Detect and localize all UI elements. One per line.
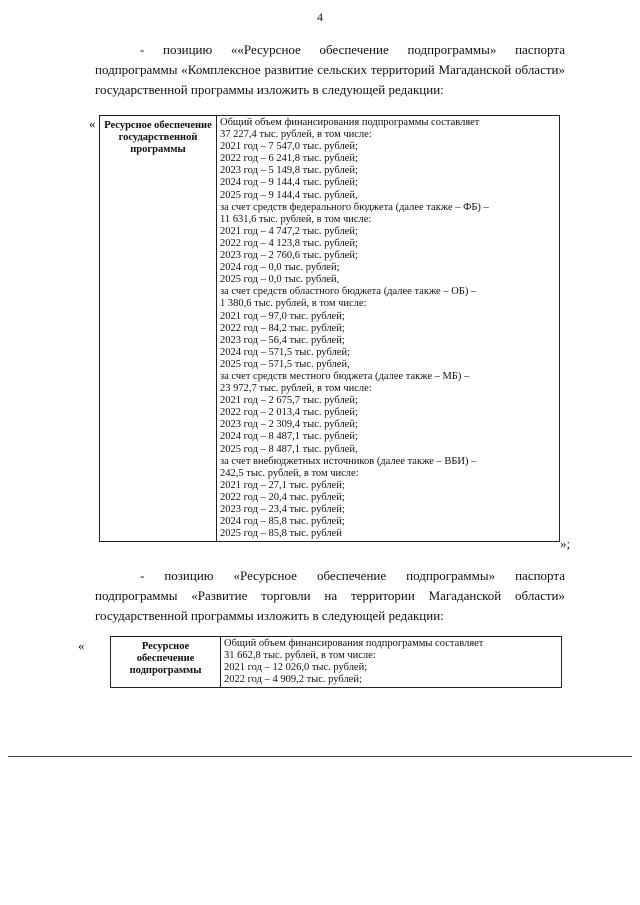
funding-line: 2021 год – 2 675,7 тыс. рублей; <box>220 395 358 407</box>
funding-lines <box>220 117 556 540</box>
paragraph-resource-trade <box>95 566 565 626</box>
table-header-cell: Ресурсное обеспечение подпрограммы <box>111 637 221 688</box>
table-content-cell <box>221 637 562 688</box>
paragraph-resource-rural <box>95 40 565 100</box>
passport-table-rural <box>99 115 560 542</box>
funding-line: 1 380,6 тыс. рублей, в том числе: <box>220 298 367 310</box>
funding-line: 2023 год – 23,4 тыс. рублей; <box>220 504 345 515</box>
footer-divider <box>8 756 632 757</box>
funding-line: 2022 год – 6 241,8 тыс. рублей; <box>220 153 358 165</box>
funding-line: 2021 год – 7 547,0 тыс. рублей; <box>220 141 358 153</box>
funding-line: за счет средств областного бюджета (далее также – ОБ) – <box>220 286 477 298</box>
funding-line: 2025 год – 8 487,1 тыс. рублей, <box>220 443 358 455</box>
passport-table-trade <box>110 636 562 688</box>
funding-line: 242,5 тыс. рублей, в том числе: <box>220 467 359 479</box>
funding-line: 2024 год – 571,5 тыс. рублей; <box>220 346 351 358</box>
funding-line: за счет средств местного бюджета (далее также – МБ) – <box>220 370 470 382</box>
paragraph-text: - позицию «Ресурсное обеспечение подпрограммы» паспорта подпрограммы «Развитие торговли на территории Магаданской области» государственной программы изложить в следующей редакции: <box>95 568 565 623</box>
funding-line: 2021 год – 97,0 тыс. рублей; <box>220 310 345 322</box>
funding-line: 2025 год – 571,5 тыс. рублей, <box>220 358 350 370</box>
funding-line: 2023 год – 56,4 тыс. рублей; <box>220 334 345 346</box>
funding-line: Общий объем финансирования подпрограммы составляет <box>224 638 484 649</box>
funding-line: 2025 год – 9 144,4 тыс. рублей, <box>220 189 358 201</box>
funding-line: 37 227,4 тыс. рублей, в том числе: <box>220 129 372 141</box>
funding-line: 2022 год – 2 013,4 тыс. рублей; <box>220 407 358 419</box>
funding-line: 31 662,8 тыс. рублей, в том числе: <box>224 650 376 662</box>
funding-line: за счет средств федерального бюджета (далее также – ФБ) – <box>220 201 489 213</box>
funding-line: 2021 год – 27,1 тыс. рублей; <box>220 479 345 491</box>
funding-line: 2021 год – 4 747,2 тыс. рублей; <box>220 225 358 237</box>
funding-line: 23 972,7 тыс. рублей, в том числе: <box>220 383 372 395</box>
funding-line: за счет внебюджетных источников (далее также – ВБИ) – <box>220 455 477 467</box>
funding-line: 2025 год – 0,0 тыс. рублей, <box>220 274 340 286</box>
funding-line: 2022 год – 20,4 тыс. рублей; <box>220 491 345 503</box>
funding-line: 2024 год – 9 144,4 тыс. рублей; <box>220 177 358 189</box>
funding-line: 2023 год – 2 309,4 тыс. рублей; <box>220 419 358 431</box>
funding-line: 11 631,6 тыс. рублей, в том числе: <box>220 213 372 225</box>
open-quote: « <box>78 638 85 653</box>
paragraph-text: - позицию ««Ресурсное обеспечение подпрограммы» паспорта подпрограммы «Комплексное развитие сельских территорий Магаданской области» государственной программы изложить в следующей редакции: <box>95 42 565 97</box>
table-content-cell <box>217 116 560 542</box>
funding-line: 2023 год – 5 149,8 тыс. рублей; <box>220 165 358 177</box>
close-quote: »; <box>560 536 571 551</box>
funding-line: 2025 год – 85,8 тыс. рублей <box>220 528 342 540</box>
open-quote: « <box>89 116 96 131</box>
funding-line: Общий объем финансирования подпрограммы составляет <box>220 117 480 128</box>
funding-line: 2021 год – 12 026,0 тыс. рублей; <box>224 662 368 674</box>
page-number: 4 <box>317 10 323 24</box>
funding-line: 2024 год – 0,0 тыс. рублей; <box>220 262 340 274</box>
table-header-cell: Ресурсное обеспечение государственной программы <box>100 116 217 542</box>
funding-line: 2024 год – 85,8 тыс. рублей; <box>220 516 345 528</box>
funding-line: 2022 год – 4 123,8 тыс. рублей; <box>220 237 358 249</box>
funding-line: 2023 год – 2 760,6 тыс. рублей; <box>220 250 358 262</box>
funding-line: 2024 год – 8 487,1 тыс. рублей; <box>220 431 358 443</box>
funding-lines <box>224 638 558 686</box>
funding-line: 2022 год – 4 909,2 тыс. рублей; <box>224 674 362 686</box>
funding-line: 2022 год – 84,2 тыс. рублей; <box>220 322 345 334</box>
